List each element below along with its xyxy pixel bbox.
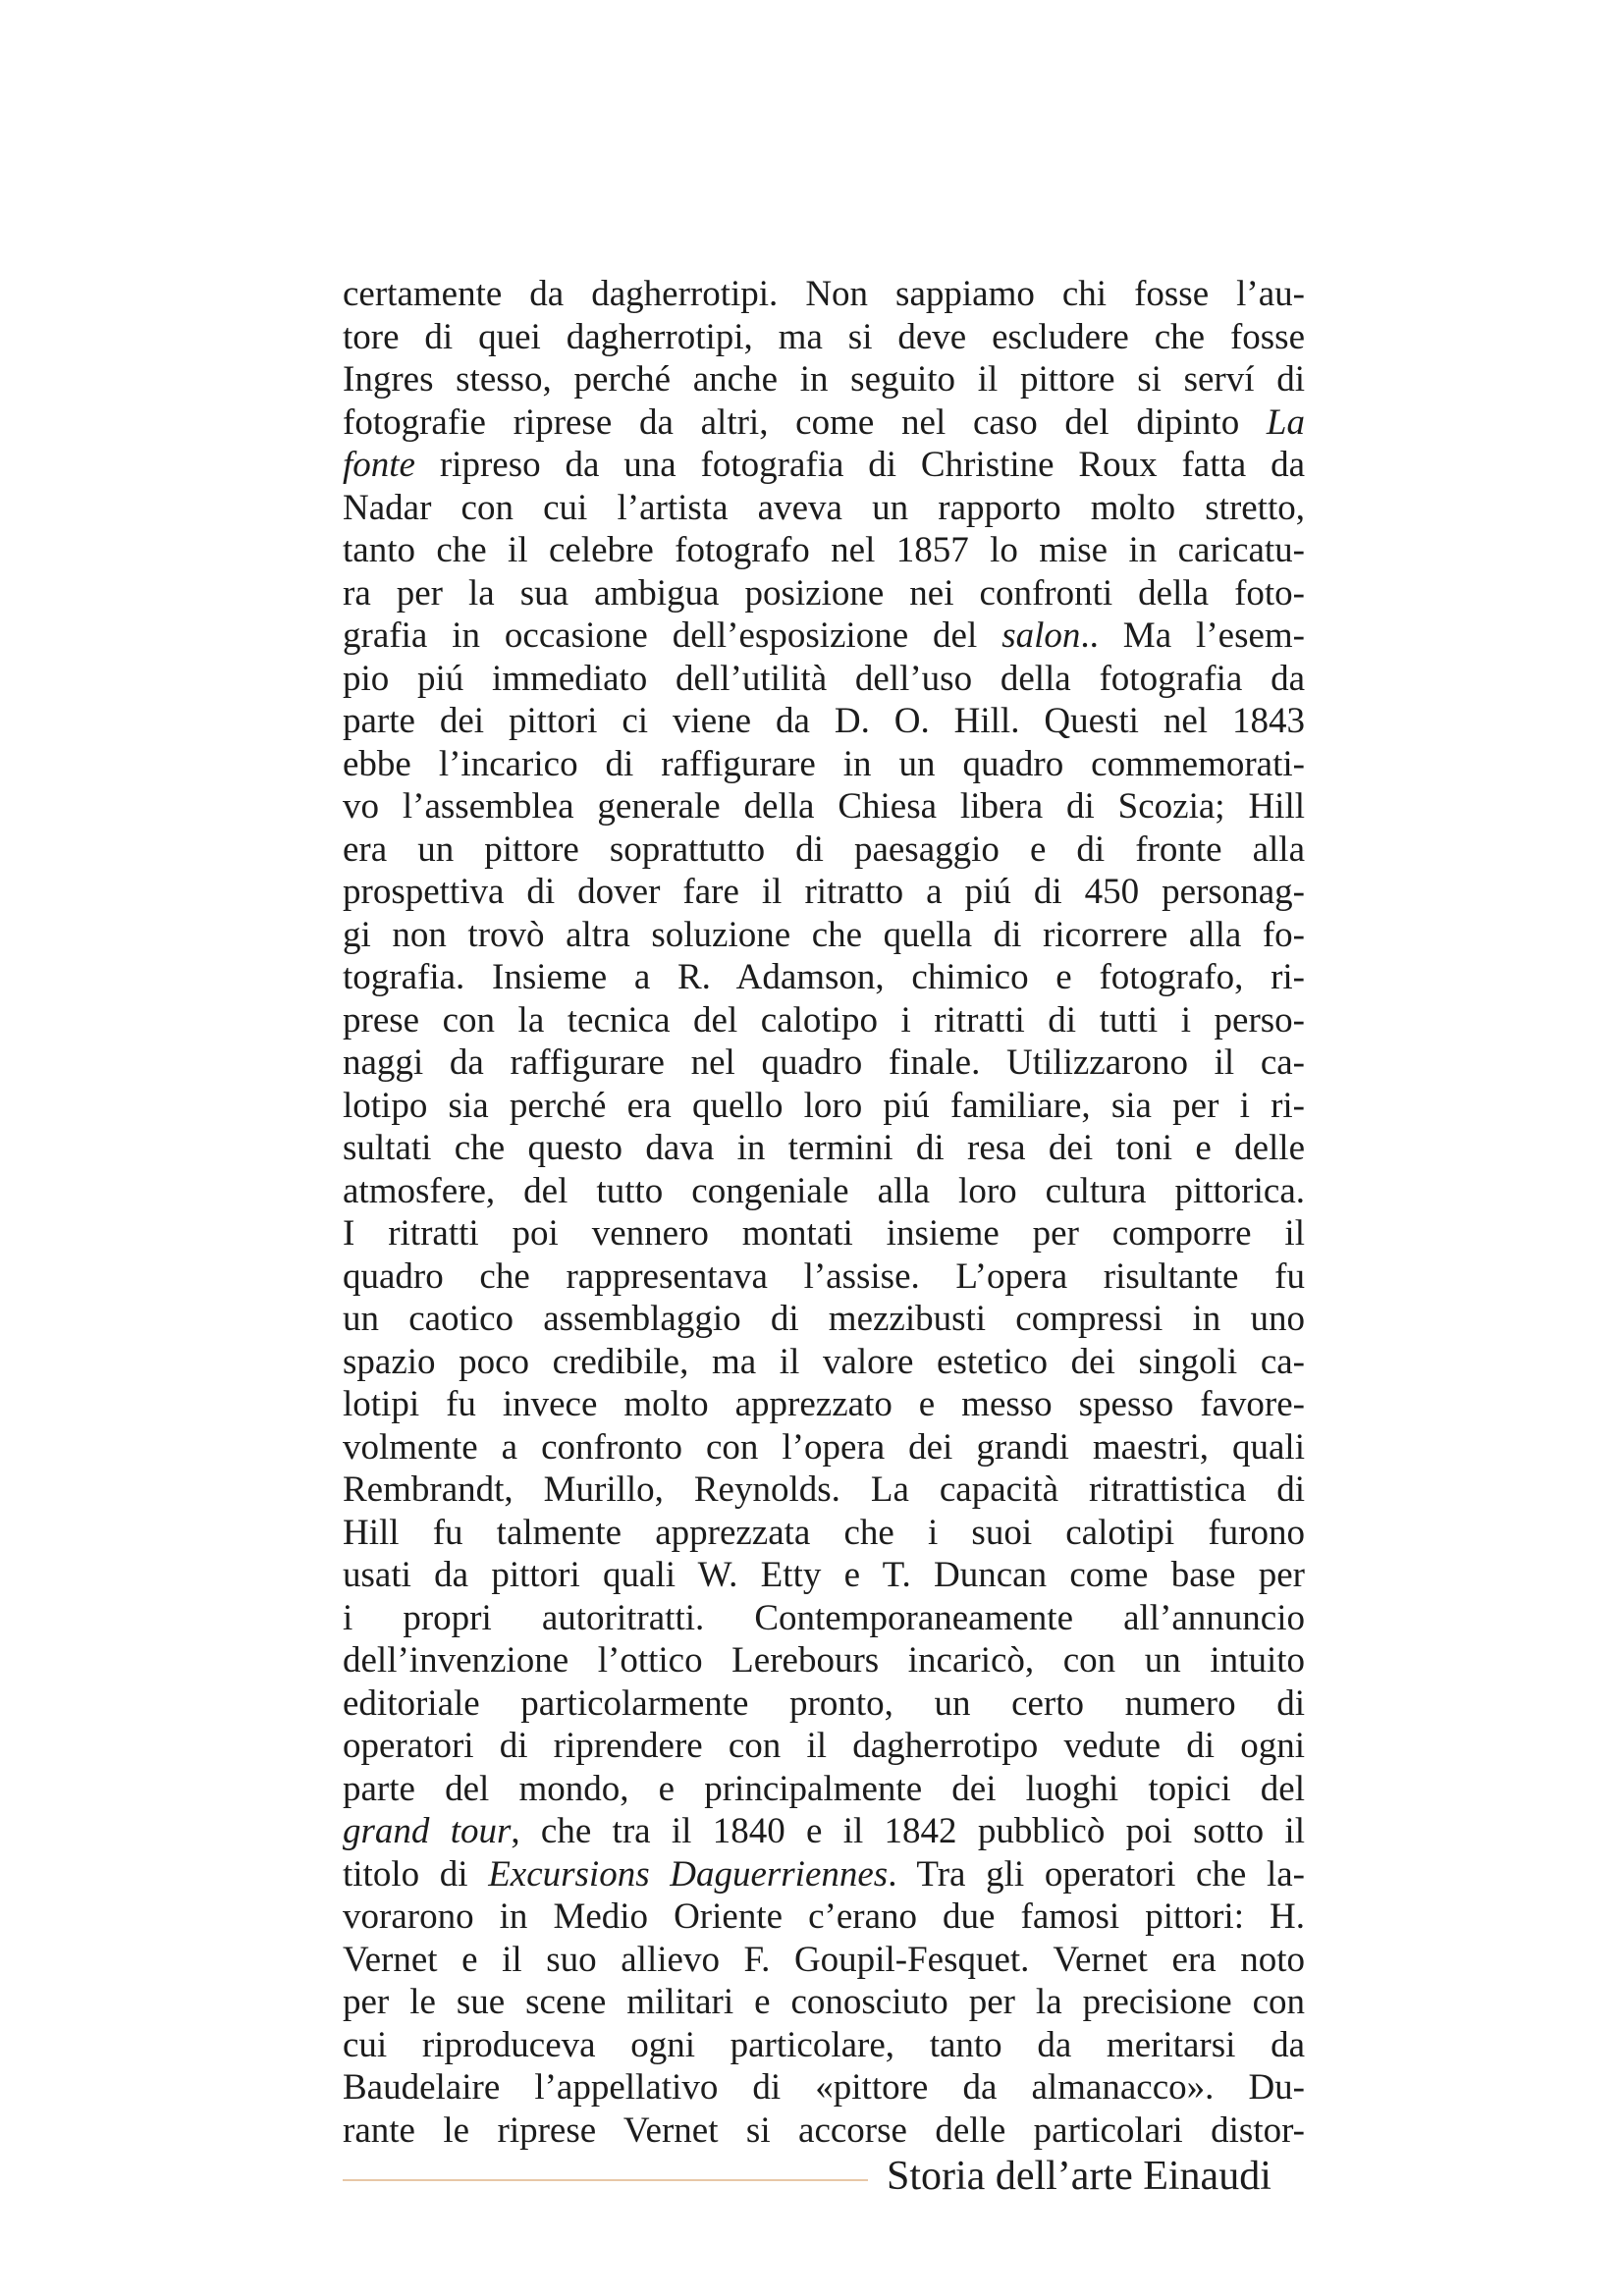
text-line: titolo di Excursions Daguerriennes. Tra gli operatori che la- [343, 1853, 1306, 1895]
text-line: parte del mondo, e principalmente dei luoghi topici del [343, 1768, 1305, 1809]
text-line: rante le riprese Vernet si accorse delle particolari distor- [343, 2109, 1305, 2151]
text-line: vorarono in Medio Oriente c’erano due famosi pittori: H. [343, 1896, 1305, 1937]
footer-title: Storia dell’arte Einaudi [887, 2154, 1271, 2199]
text-line: operatori di riprendere con il dagherrotipo vedute di ogni [343, 1726, 1305, 1766]
text-line: editoriale particolarmente pronto, un certo numero di [343, 1682, 1305, 1724]
text-line: Hill fu talmente apprezzata che i suoi calotipi furono [343, 1512, 1305, 1553]
text-line: fonte ripreso da una fotografia di Christine Roux fatta da [343, 445, 1305, 485]
text-line: tanto che il celebre fotografo nel 1857 lo mise in caricatu- [343, 530, 1305, 570]
text-line: usati da pittori quali W. Etty e T. Duncan come base per [343, 1555, 1305, 1595]
text-line: cui riproduceva ogni particolare, tanto da meritarsi da [343, 2024, 1305, 2065]
text-line: fotografie riprese da altri, come nel caso del dipinto La [343, 401, 1305, 443]
text-line: grafia in occasione dell’esposizione del salon.. Ma l’esem- [343, 615, 1305, 656]
text-line: spazio poco credibile, ma il valore estetico dei singoli ca- [343, 1341, 1305, 1382]
text-line: un caotico assemblaggio di mezzibusti compressi in uno [343, 1299, 1305, 1339]
text-line: naggi da raffigurare nel quadro finale. Utilizzarono il ca- [343, 1042, 1305, 1083]
text-line: dell’invenzione l’ottico Lerebours incaricò, con un intuito [343, 1640, 1305, 1681]
text-line: pio piú immediato dell’utilità dell’uso della fotografia da [343, 658, 1305, 699]
text-line: lotipi fu invece molto apprezzato e messo spesso favore- [343, 1384, 1305, 1424]
text-line: quadro che rappresentava l’assise. L’opera risultante fu [343, 1255, 1305, 1297]
text-line: per le sue scene militari e conosciuto per la precisione con [343, 1982, 1305, 2022]
text-line: sultati che questo dava in termini di resa dei toni e delle [343, 1128, 1305, 1168]
body-text [343, 273, 1305, 2152]
text-line: Nadar con cui l’artista aveva un rapporto molto stretto, [343, 487, 1305, 528]
text-line: lotipo sia perché era quello loro piú familiare, sia per i ri- [343, 1085, 1305, 1126]
text-line: Rembrandt, Murillo, Reynolds. La capacità ritrattistica di [343, 1469, 1305, 1510]
text-line: volmente a confronto con l’opera dei grandi maestri, quali [343, 1426, 1305, 1468]
text-line: era un pittore soprattutto di paesaggio e di fronte alla [343, 828, 1305, 870]
footer-divider [343, 2179, 868, 2181]
text-line: prese con la tecnica del calotipo i ritratti di tutti i perso- [343, 999, 1305, 1041]
text-line: certamente da dagherrotipi. Non sappiamo chi fosse l’au- [343, 274, 1305, 314]
text-line: prospettiva di dover fare il ritratto a piú di 450 personag- [343, 872, 1305, 912]
text-line: gi non trovò altra soluzione che quella di ricorrere alla fo- [343, 914, 1305, 955]
text-line: ra per la sua ambigua posizione nei confronti della foto- [343, 572, 1305, 614]
text-line: vo l’assemblea generale della Chiesa libera di Scozia; Hill [343, 786, 1305, 827]
text-line: I ritratti poi vennero montati insieme per comporre il [343, 1213, 1305, 1254]
text-line: i propri autoritratti. Contemporaneamente all’annuncio [343, 1597, 1305, 1638]
text-line: atmosfere, del tutto congeniale alla loro cultura pittorica. [343, 1170, 1305, 1211]
text-line: Baudelaire l’appellativo di «pittore da almanacco». Du- [343, 2067, 1305, 2108]
text-line: tografia. Insieme a R. Adamson, chimico e fotografo, ri- [343, 957, 1305, 997]
text-line: parte dei pittori ci viene da D. O. Hill. Questi nel 1843 [343, 701, 1305, 741]
text-line: Vernet e il suo allievo F. Goupil-Fesquet. Vernet era noto [343, 1939, 1305, 1980]
text-line: ebbe l’incarico di raffigurare in un quadro commemorati- [343, 743, 1305, 784]
text-line: Ingres stesso, perché anche in seguito il pittore si serví di [343, 359, 1305, 400]
text-line: tore di quei dagherrotipi, ma si deve escludere che fosse [343, 316, 1305, 357]
text-line: grand tour, che tra il 1840 e il 1842 pubblicò poi sotto il [343, 1811, 1305, 1851]
